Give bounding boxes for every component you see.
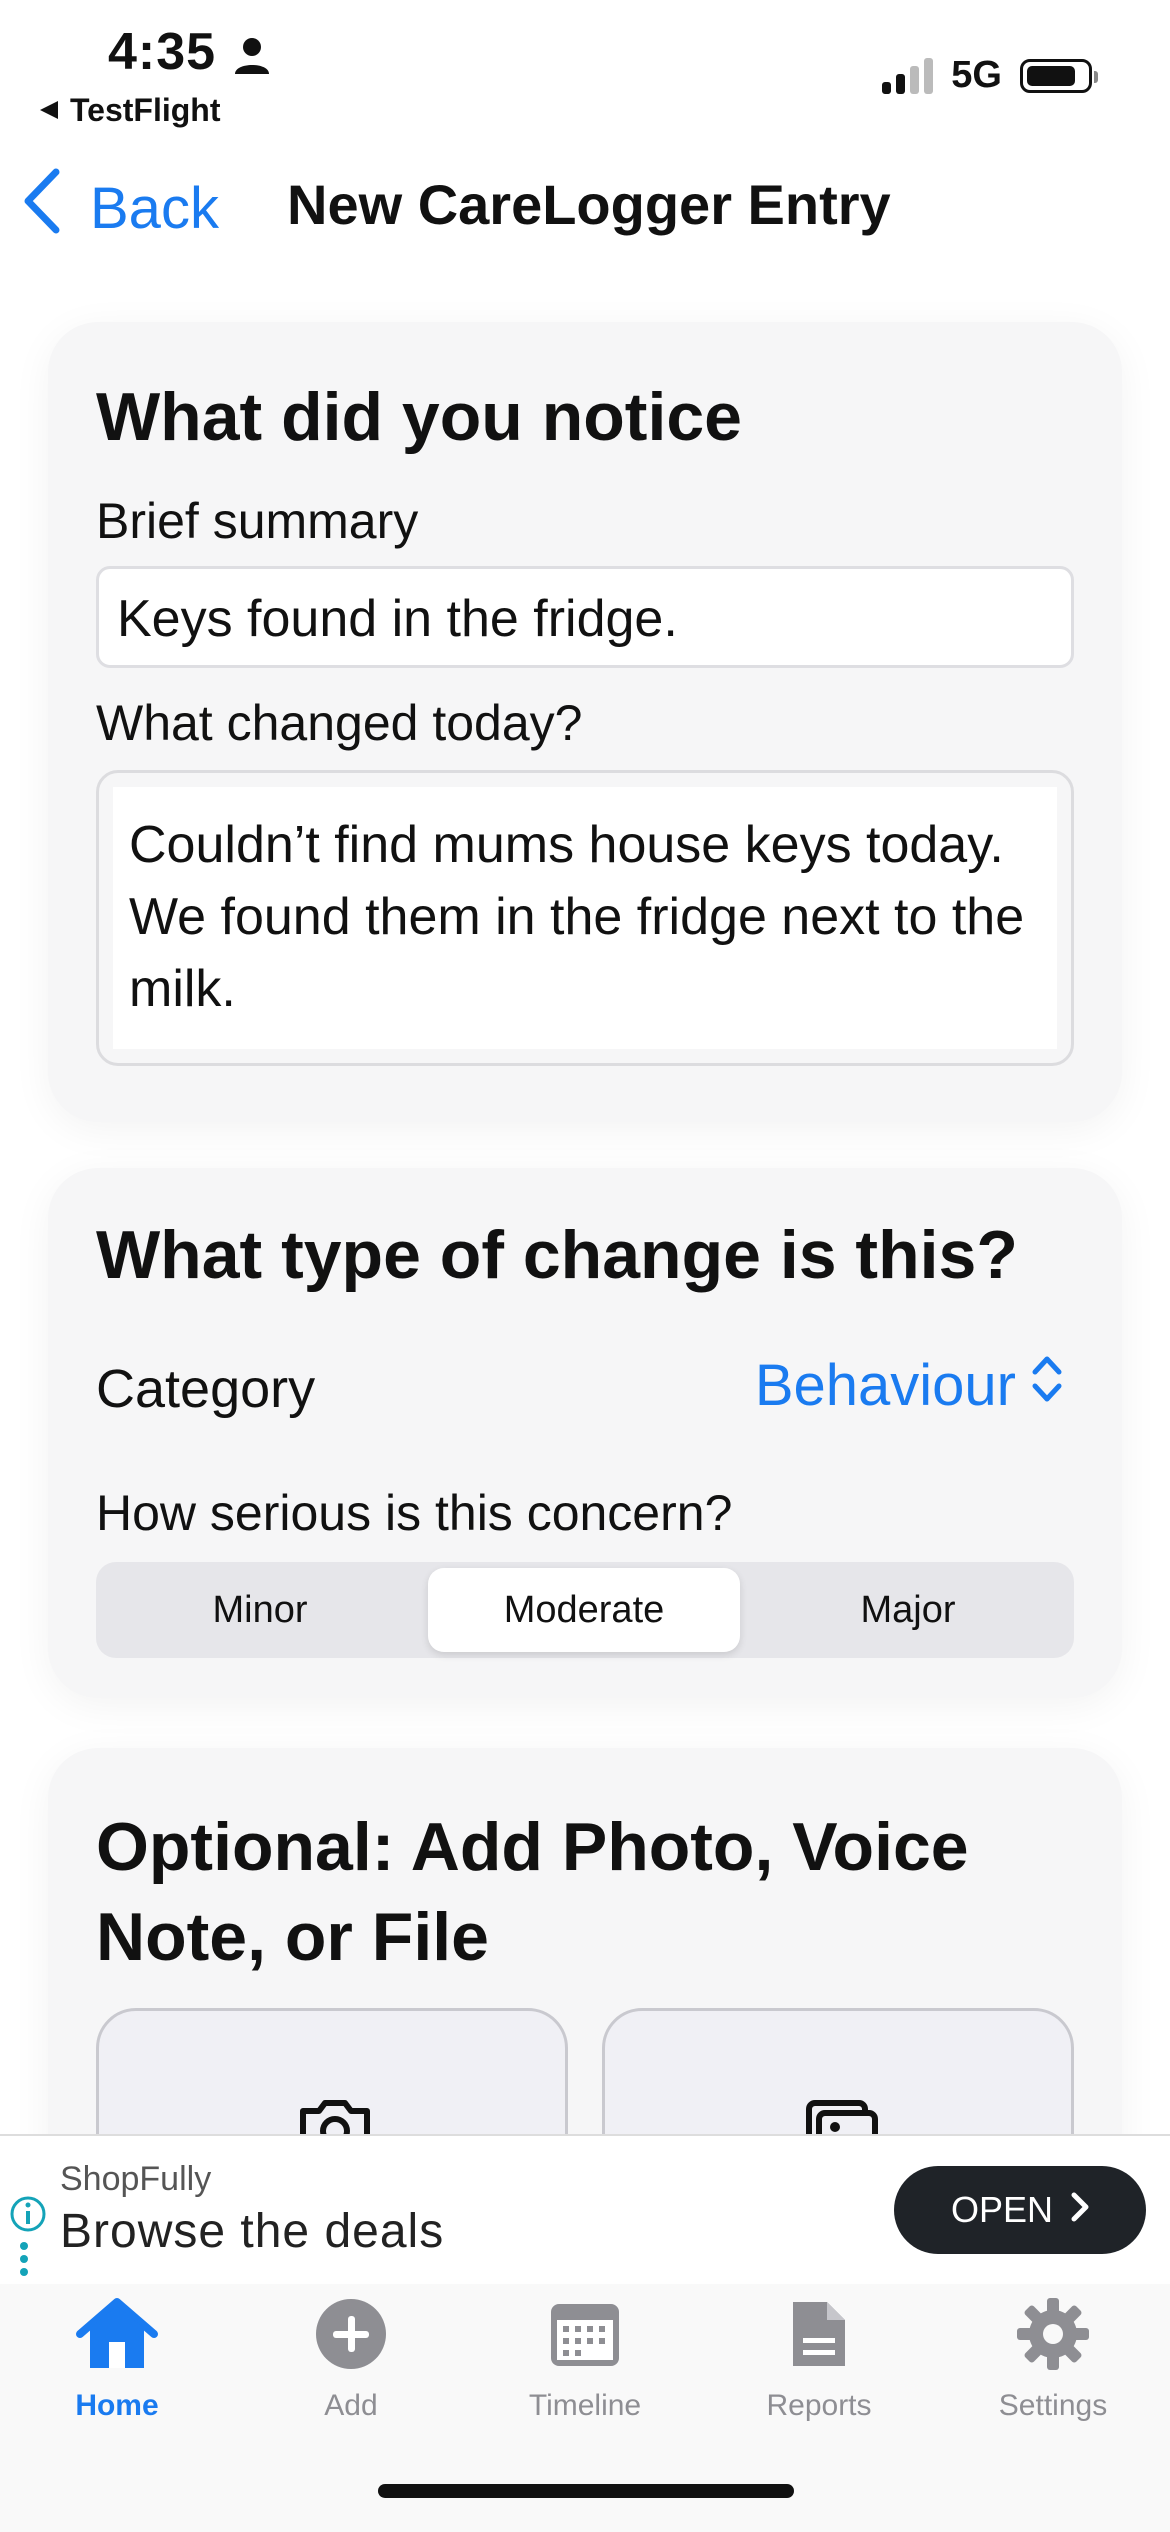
back-label: Back xyxy=(90,175,219,241)
ad-brand: ShopFully xyxy=(60,2160,212,2198)
tab-settings[interactable] xyxy=(936,2296,1170,2423)
status-time: 4:35 xyxy=(108,23,217,81)
severity-label: How serious is this concern? xyxy=(96,1485,733,1541)
ad-open-label: OPEN xyxy=(950,2189,1054,2230)
tab-settings-label: Settings xyxy=(998,2389,1108,2422)
tab-home-label: Home xyxy=(75,2389,159,2422)
changed-label: What changed today? xyxy=(96,695,583,751)
change-type-heading: What type of change is this? xyxy=(96,1217,1018,1293)
chevron-up-down-icon xyxy=(1030,1352,1064,1419)
changed-value: Couldn’t find mums house keys today. We found them in the fridge next to the milk. xyxy=(129,816,1025,1018)
summary-label: Brief summary xyxy=(96,493,419,549)
changed-textarea[interactable] xyxy=(96,770,1074,1066)
tab-timeline[interactable] xyxy=(468,2296,702,2423)
chevron-right-icon xyxy=(1071,2189,1089,2231)
home-indicator xyxy=(378,2484,794,2498)
add-icon xyxy=(313,2296,389,2377)
notice-heading: What did you notice xyxy=(96,379,742,455)
cellular-signal-icon xyxy=(882,58,933,94)
ad-open-button[interactable] xyxy=(894,2166,1146,2254)
severity-segmented-control xyxy=(96,1562,1074,1658)
gear-icon xyxy=(1015,2296,1091,2377)
status-back-to-app[interactable] xyxy=(38,92,221,129)
summary-input[interactable] xyxy=(96,566,1074,668)
tab-add-label: Add xyxy=(324,2389,378,2422)
tab-reports[interactable] xyxy=(702,2296,936,2423)
ad-more-icon[interactable] xyxy=(20,2242,28,2276)
battery-icon xyxy=(1020,59,1092,93)
network-type: 5G xyxy=(951,54,1002,96)
home-icon xyxy=(72,2296,162,2377)
summary-value: Keys found in the fridge. xyxy=(117,590,678,648)
back-triangle-icon xyxy=(38,92,60,129)
severity-option-major[interactable]: Major xyxy=(860,1588,956,1631)
ad-headline: Browse the deals xyxy=(60,2205,445,2258)
changed-textarea-inner xyxy=(113,787,1057,1049)
person-icon xyxy=(232,36,272,81)
category-label: Category xyxy=(96,1359,316,1419)
category-picker[interactable] xyxy=(755,1352,1064,1419)
category-value: Behaviour xyxy=(754,1353,1016,1418)
chevron-left-icon xyxy=(22,168,62,248)
tab-reports-label: Reports xyxy=(766,2389,872,2422)
tab-add[interactable] xyxy=(234,2296,468,2423)
severity-option-minor[interactable]: Minor xyxy=(212,1588,308,1631)
back-button[interactable] xyxy=(22,168,219,248)
info-icon[interactable] xyxy=(8,2194,48,2239)
page-title: New CareLogger Entry xyxy=(287,173,891,236)
severity-option-moderate[interactable]: Moderate xyxy=(428,1568,740,1652)
status-indicators xyxy=(882,54,1092,97)
status-back-label: TestFlight xyxy=(70,92,221,128)
calendar-icon xyxy=(547,2296,623,2377)
attachments-heading: Optional: Add Photo, Voice Note, or File xyxy=(96,1809,969,1975)
document-icon xyxy=(787,2296,851,2377)
tab-home[interactable] xyxy=(0,2296,234,2423)
change-type-card xyxy=(48,1168,1122,1698)
ad-banner[interactable] xyxy=(0,2134,1170,2286)
notice-card xyxy=(48,322,1122,1122)
tab-timeline-label: Timeline xyxy=(528,2389,642,2422)
